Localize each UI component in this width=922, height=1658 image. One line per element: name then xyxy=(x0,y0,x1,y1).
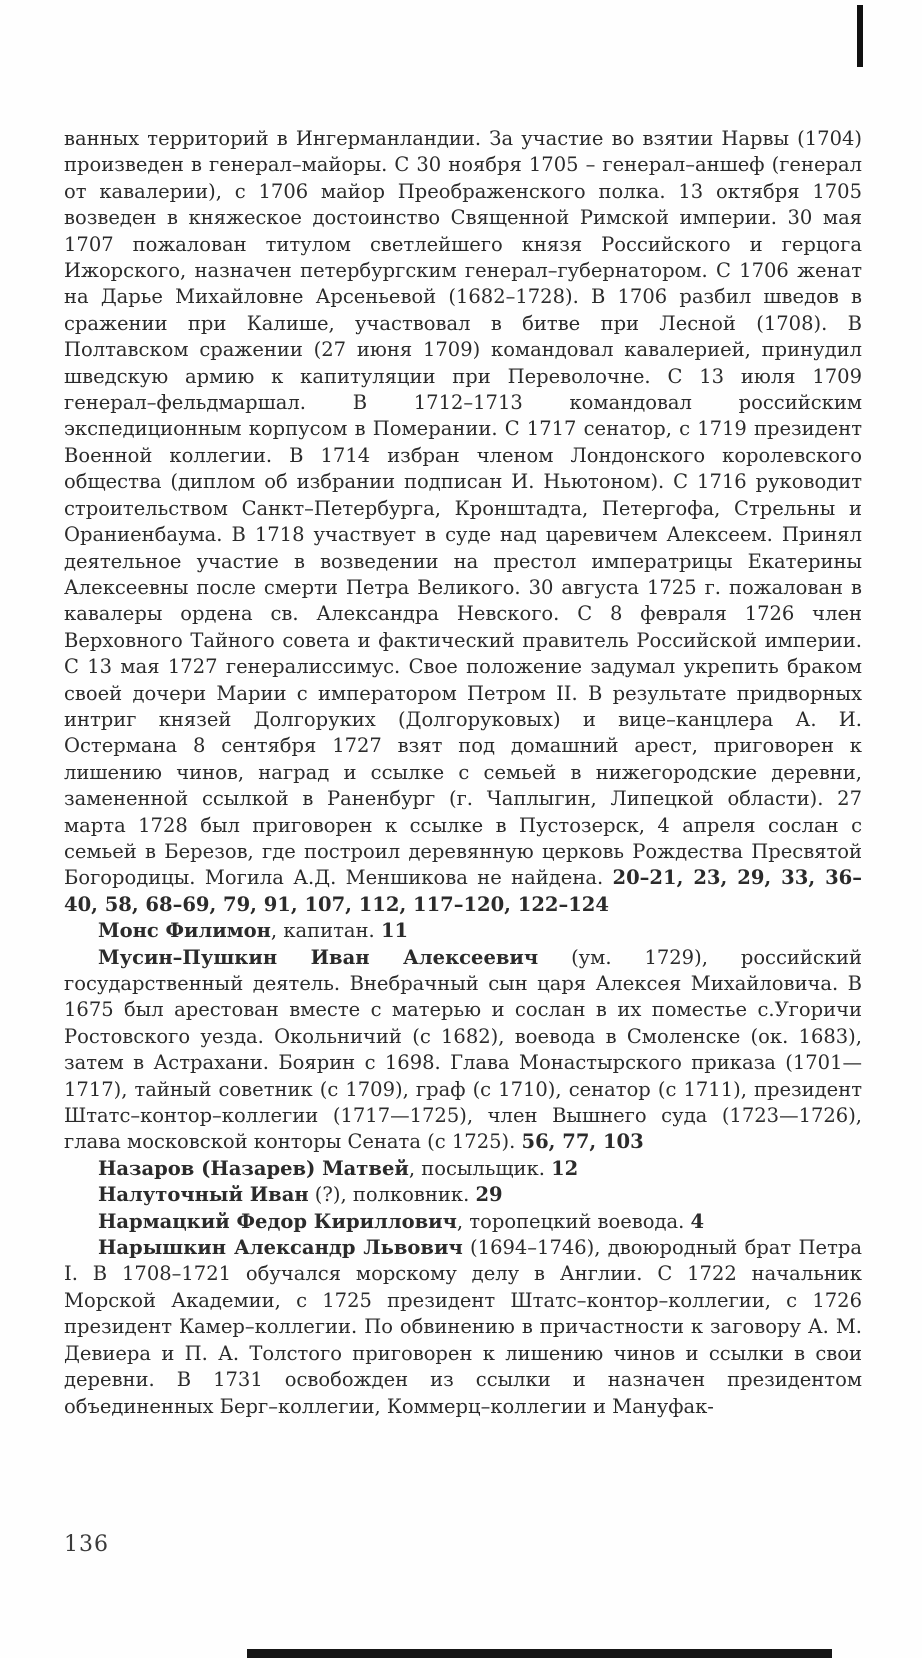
scan-artifact-top xyxy=(857,5,863,67)
page-number: 136 xyxy=(64,1532,109,1557)
entry-bold-text: Мусин–Пушкин Иван Алексеевич xyxy=(98,945,539,969)
entry-bold-text: Монс Филимон xyxy=(98,919,271,943)
entry-bold-text: Назаров (Назарев) Матвей xyxy=(98,1156,409,1180)
entry-bold-text: 12 xyxy=(551,1156,579,1180)
entry-nalutochny xyxy=(64,1182,862,1208)
entry-naryshkin xyxy=(64,1235,862,1420)
entry-musin-pushkin xyxy=(64,945,862,1156)
entry-narmatsky xyxy=(64,1209,862,1235)
entry-text: , торопецкий воевода. xyxy=(456,1209,691,1233)
entry-bold-text: 29 xyxy=(475,1183,503,1207)
entry-text: , посыльщик. xyxy=(408,1156,552,1180)
entry-text: (1694–1746), двоюродный брат Петра I. В 1708–1721 обучался морскому делу в Англии. С 1722 начальник Морской Академии, с 1725 президент Штатс–контор–коллегии, с 1726 президент Камер–коллегии. По обвинению в причастности к заговору А. М. Девиера и П. А. Толстого приговорен к лишению чинов и ссылки в свои деревни. В 1731 освобожден из ссылки и назначен президентом объединенных Берг–коллегии, Коммерц–коллегии и Мануфак- xyxy=(64,1236,862,1418)
entry-bold-text: 11 xyxy=(380,919,409,943)
entry-bold-text: 4 xyxy=(690,1209,705,1233)
entry-bold-text: Нармацкий Федор Кириллович xyxy=(98,1209,457,1233)
entry-bold-text: Налуточный Иван xyxy=(98,1183,309,1207)
entry-nazarov xyxy=(64,1156,862,1182)
entry-menshikov-continuation xyxy=(64,126,862,918)
index-text-block xyxy=(64,126,862,1420)
entry-mons xyxy=(64,918,862,944)
entry-text: (?), полковник. xyxy=(308,1183,476,1207)
entry-bold-text: 56, 77, 103 xyxy=(521,1130,644,1154)
entry-text: (ум. 1729), российский государственный деятель. Внебрачный сын царя Алексея Михайловича. В 1675 был арестован вместе с матерью и сослан в их поместье с.Угоричи Ростовского уезда. Окольничий (с 1682), воевода в Смоленске (ок. 1683), затем в Астрахани. Боярин с 1698. Глава Монастырского приказа (1701—1717), тайный советник (с 1709), граф (с 1710), сенатор (с 1711), президент Штатс–контор–коллегии (1717—1725), член Вышнего суда (1723—1726), глава московской конторы Сената (с 1725). xyxy=(64,945,862,1154)
scan-artifact-bottom xyxy=(247,1649,832,1658)
entry-bold-text: 20–21, 23, 29, 33, 36–40, 58, 68–69, 79, 91, 107, 112, 117–120, 122–124 xyxy=(64,866,862,916)
entry-bold-text: Нарышкин Александр Львович xyxy=(98,1236,463,1260)
entry-text: , капитан. xyxy=(270,919,381,943)
entry-text: ванных территорий в Ингерманландии. За участие во взятии Нарвы (1704) произведен в генерал–майоры. С 30 ноября 1705 – генерал–аншеф (генерал от кавалерии), с 1706 майор Преображенского полка. 13 октября 1705 возведен в княжеское достоинство Священной Римской империи. 30 мая 1707 пожалован титулом светлейшего князя Российского и герцога Ижорского, назначен петербургским генерал–губернатором. С 1706 женат на Дарье Михайловне Арсеньевой (1682–1728). В 1706 разбил шведов в сражении при Калише, участвовал в битве при Лесной (1708). В Полтавском сражении (27 июня 1709) командовал кавалерией, принудил шведскую армию к капитуляции при Переволочне. С 13 июля 1709 генерал–фельдмаршал. В 1712–1713 командовал российским экспедиционным корпусом в Померании. С 1717 сенатор, с 1719 президент Военной коллегии. В 1714 избран членом Лондонского королевского общества (диплом об избрании подписан И. Ньютоном). С 1716 руководит строительством Санкт–Петербурга, Кронштадта, Петергофа, Стрельны и Ораниенбаума. В 1718 участвует в суде над царевичем Алексеем. Принял деятельное участие в возведении на престол императрицы Екатерины Алексеевны после смерти Петра Великого. 30 августа 1725 г. пожалован в кавалеры ордена св. Александра Невского. С 8 февраля 1726 член Верховного Тайного совета и фактический правитель Российской империи. С 13 мая 1727 генералиссимус. Свое положение задумал укрепить браком своей дочери Марии с императором Петром II. В результате придворных интриг князей Долгоруких (Долгоруковых) и вице–канцлера А. И. Остермана 8 сентября 1727 взят под домашний арест, приговорен к лишению чинов, наград и ссылке с семьей в нижегородские деревни, замененной ссылкой в Раненбург (г. Чаплыгин, Липецкой области). 27 марта 1728 был приговорен к ссылке в Пустозерск, 4 апреля сослан с семьей в Березов, где построил деревянную церковь Рождества Пресвятой Богородицы. Могила А.Д. Меншикова не найдена. xyxy=(64,127,862,890)
